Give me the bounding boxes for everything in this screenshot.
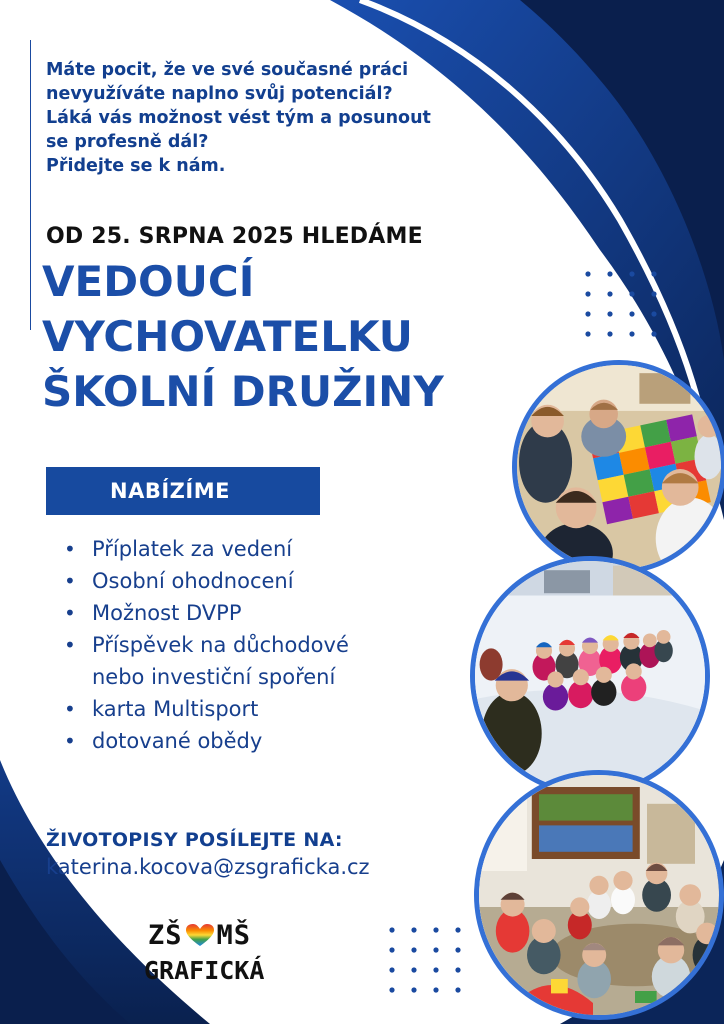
intro-line: Přidejte se k nám. xyxy=(46,156,226,176)
heart-icon xyxy=(185,923,215,947)
dot-grid-bottom xyxy=(389,927,460,992)
benefit-item: • karta Multisport xyxy=(64,693,454,725)
job-title xyxy=(42,254,444,419)
logo-text-graficka: GRAFICKÁ xyxy=(144,956,265,985)
benefit-item: • Osobní ohodnocení xyxy=(64,565,454,597)
logo-line-1 xyxy=(148,920,251,951)
intro-text xyxy=(46,58,516,178)
intro-line: Láká vás možnost vést tým a posunout xyxy=(46,108,431,128)
intro-line: nevyužíváte naplno svůj potenciál? xyxy=(46,84,393,104)
benefit-continuation-text: nebo investiční spoření xyxy=(92,665,336,689)
photo-children-classroom xyxy=(474,770,724,1020)
intro-line: Máte pocit, že ve své současné práci xyxy=(46,60,409,80)
intro-line: se profesně dál? xyxy=(46,132,209,152)
benefit-item: • dotované obědy xyxy=(64,725,454,757)
benefit-item: • Příspěvek na důchodové xyxy=(64,629,454,661)
contact-email[interactable]: katerina.kocova@zsgraficka.cz xyxy=(46,855,370,879)
benefit-item-continuation xyxy=(64,661,454,693)
accent-line xyxy=(30,40,31,330)
benefits-list xyxy=(64,533,454,757)
photo-children-board-game xyxy=(512,360,724,574)
cv-heading: ŽIVOTOPISY POSÍLEJTE NA: xyxy=(46,829,343,851)
start-date-heading: OD 25. SRPNA 2025 HLEDÁME xyxy=(46,224,423,249)
job-title-line: VYCHOVATELKU xyxy=(42,312,413,361)
logo-text-ms: MŠ xyxy=(216,920,252,951)
job-title-line: VEDOUCÍ xyxy=(42,257,255,306)
offer-heading: NABÍZÍME xyxy=(46,467,320,515)
benefit-item: • Možnost DVPP xyxy=(64,597,454,629)
school-logo xyxy=(140,920,275,992)
benefit-item: • Příplatek za vedení xyxy=(64,533,454,565)
job-title-line: ŠKOLNÍ DRUŽINY xyxy=(42,367,444,416)
logo-text-zs: ZŠ xyxy=(148,920,183,951)
photo-children-snow xyxy=(470,556,710,796)
